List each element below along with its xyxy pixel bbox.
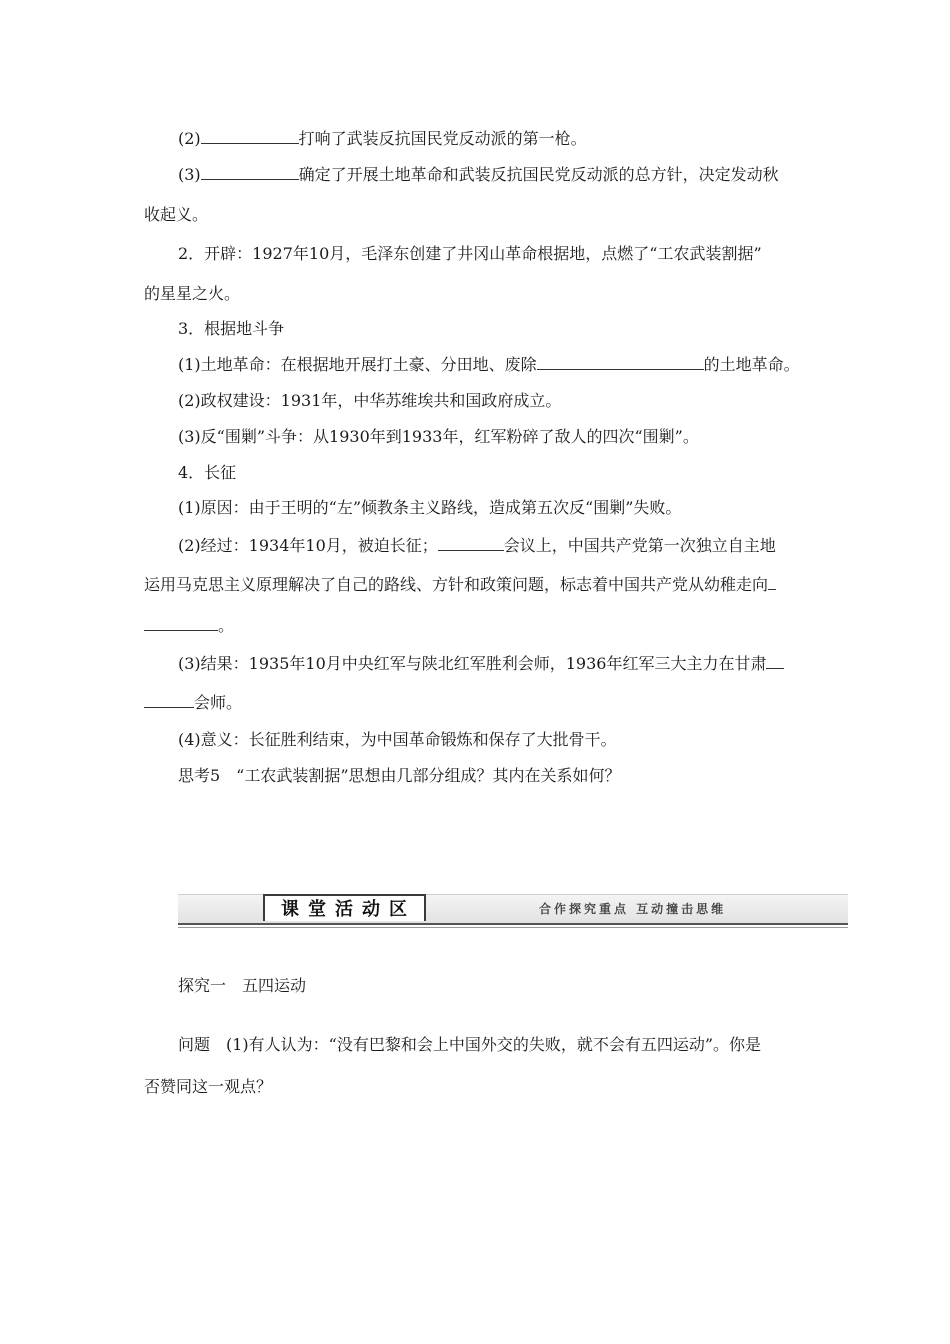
answer-blank[interactable] — [766, 652, 784, 669]
text-line: 2．开辟：1927年10月，毛泽东创建了井冈山革命根据地，点燃了“工农武装割据” — [178, 244, 762, 263]
item-text: 会议上，中国共产党第一次独立自主地 — [503, 536, 776, 555]
item-text: 的土地革命。 — [703, 355, 800, 374]
answer-blank[interactable] — [201, 163, 299, 180]
fill-in-line — [178, 652, 784, 675]
answer-blank[interactable] — [201, 127, 299, 144]
answer-blank[interactable] — [438, 534, 504, 551]
item-number: (3) — [178, 165, 201, 184]
answer-blank[interactable] — [144, 614, 218, 631]
text-line: 收起义。 — [144, 205, 209, 224]
question-text: 问题 (1)有人认为：“没有巴黎和会上中国外交的失败，就不会有五四运动”。你是 — [178, 1035, 762, 1054]
item-number: (2) — [178, 129, 201, 148]
item-text: 打响了武装反抗国民党反动派的第一枪。 — [298, 129, 587, 148]
text-line: (3)反“围剿”斗争：从1930年到1933年，红军粉碎了敌人的四次“围剿”。 — [178, 427, 699, 446]
inquiry-heading: 探究一 五四运动 — [178, 976, 307, 995]
question-text: 否赞同这一观点？ — [144, 1077, 273, 1096]
section-heading: 3．根据地斗争 — [178, 319, 285, 338]
item-text: 会师。 — [194, 693, 243, 712]
answer-blank[interactable] — [768, 573, 776, 590]
item-text: 运用马克思主义原理解决了自己的路线、方针和政策问题，标志着中国共产党从幼稚走向 — [144, 575, 769, 594]
fill-in-item-3 — [178, 163, 779, 186]
banner-rule-thin — [178, 927, 848, 928]
item-text: (1)土地革命：在根据地开展打土豪、分田地、废除 — [178, 355, 537, 374]
banner-slogan: 合作探究重点 互动撞击思维 — [539, 902, 727, 916]
banner-title: 课堂活动区 — [263, 894, 426, 921]
item-text: 。 — [218, 616, 235, 635]
fill-in-item-2 — [178, 127, 587, 150]
text-line: (1)原因：由于王明的“左”倾教条主义路线，造成第五次反“围剿”失败。 — [178, 498, 682, 517]
think-question: 思考5 “工农武装割据”思想由几部分组成？其内在关系如何？ — [178, 766, 621, 785]
fill-in-line — [144, 614, 234, 637]
section-heading: 4．长征 — [178, 463, 237, 482]
item-text: (3)结果：1935年10月中央红军与陕北红军胜利会师，1936年红军三大主力在甘肃 — [178, 654, 767, 673]
text-line: 的星星之火。 — [144, 284, 241, 303]
fill-in-item-long-march — [178, 534, 776, 557]
item-text: 确定了开展土地革命和武装反抗国民党反动派的总方针，决定发动秋 — [298, 165, 779, 184]
banner-rule — [178, 923, 848, 925]
text-line: (2)政权建设：1931年，中华苏维埃共和国政府成立。 — [178, 391, 562, 410]
fill-in-line — [144, 691, 242, 714]
fill-in-line — [144, 573, 776, 596]
section-banner — [178, 890, 848, 930]
answer-blank[interactable] — [144, 691, 194, 708]
text-line: (4)意义：长征胜利结束，为中国革命锻炼和保存了大批骨干。 — [178, 730, 617, 749]
fill-in-item-land-revolution — [178, 353, 800, 376]
answer-blank[interactable] — [537, 353, 704, 370]
item-text: (2)经过：1934年10月，被迫长征； — [178, 536, 438, 555]
